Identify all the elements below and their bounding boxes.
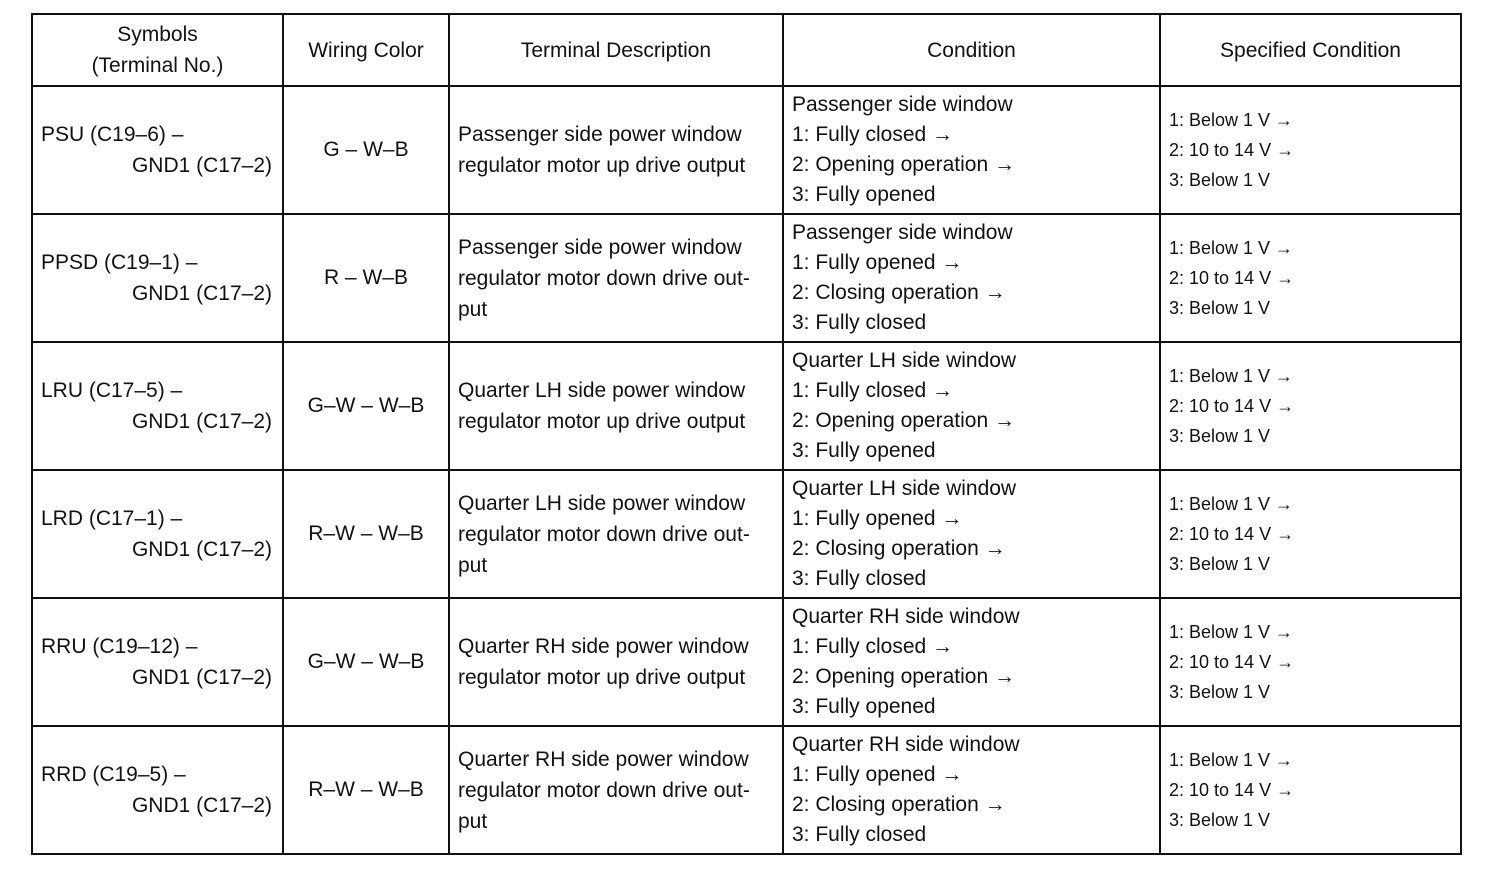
wiring-color-cell: R – W–B	[283, 214, 449, 342]
header-terminal-description: Terminal Description	[449, 14, 783, 86]
specified-value: 3: Below 1 V	[1169, 170, 1271, 190]
specified-value: 1: Below 1 V →	[1169, 110, 1294, 130]
specified-condition-cell	[1160, 214, 1461, 342]
condition-cell	[783, 86, 1160, 214]
specified-value: 3: Below 1 V	[1169, 810, 1271, 830]
header-condition: Condition	[783, 14, 1160, 86]
description-line: regulator motor up drive output	[458, 154, 746, 177]
symbol-cell	[32, 598, 283, 726]
terminal-description-cell	[449, 598, 783, 726]
condition-title: Quarter RH side window	[792, 605, 1020, 628]
condition-step: 2: Closing operation →	[792, 793, 1006, 816]
terminal-description-cell	[449, 342, 783, 470]
condition-title: Passenger side window	[792, 221, 1013, 244]
header-wiring-color: Wiring Color	[283, 14, 449, 86]
condition-step: 2: Closing operation →	[792, 281, 1006, 304]
condition-cell	[783, 214, 1160, 342]
description-line: Passenger side power window	[458, 123, 742, 146]
description-line: regulator motor down drive out-	[458, 266, 750, 290]
condition-cell	[783, 726, 1160, 854]
condition-cell	[783, 342, 1160, 470]
condition-step: 2: Opening operation →	[792, 409, 1015, 432]
description-line: Quarter LH side power window	[458, 491, 746, 515]
symbol-ground: GND1 (C17–2)	[131, 282, 272, 305]
condition-step: 3: Fully opened	[792, 695, 936, 718]
condition-step: 3: Fully opened	[792, 439, 936, 462]
description-line: Quarter LH side power window	[458, 379, 746, 402]
specified-value: 2: 10 to 14 V →	[1169, 396, 1295, 416]
condition-step: 1: Fully closed →	[792, 379, 954, 402]
specified-value: 1: Below 1 V →	[1169, 750, 1294, 770]
specified-value: 3: Below 1 V	[1169, 426, 1271, 446]
description-line: regulator motor up drive output	[458, 666, 746, 689]
condition-step: 1: Fully opened →	[792, 507, 963, 530]
condition-step: 3: Fully closed	[792, 823, 927, 846]
condition-step: 2: Closing operation →	[792, 537, 1006, 560]
table-row	[32, 86, 1461, 214]
symbol-terminal: RRU (C19–12) –	[41, 635, 198, 658]
table-row	[32, 214, 1461, 342]
wiring-color-cell: G – W–B	[283, 86, 449, 214]
specified-value: 2: 10 to 14 V →	[1169, 780, 1295, 800]
condition-step: 3: Fully closed	[792, 567, 927, 590]
terminal-description-cell	[449, 470, 783, 598]
specified-value: 1: Below 1 V →	[1169, 622, 1294, 642]
condition-step: 2: Opening operation →	[792, 665, 1015, 688]
symbol-ground: GND1 (C17–2)	[131, 410, 272, 433]
condition-title: Quarter RH side window	[792, 733, 1020, 756]
symbol-terminal: RRD (C19–5) –	[41, 763, 186, 786]
terminal-spec-table	[31, 13, 1462, 855]
wiring-color-cell: G–W – W–B	[283, 342, 449, 470]
condition-step: 1: Fully closed →	[792, 635, 954, 658]
specified-value: 3: Below 1 V	[1169, 682, 1271, 702]
condition-step: 3: Fully closed	[792, 311, 927, 334]
header-symbols-line2: (Terminal No.)	[91, 54, 224, 77]
symbol-cell	[32, 726, 283, 854]
description-line: regulator motor down drive out-	[458, 522, 750, 546]
table-row	[32, 598, 1461, 726]
specified-value: 1: Below 1 V →	[1169, 366, 1294, 386]
description-line: Quarter RH side power window	[458, 635, 749, 658]
condition-title: Passenger side window	[792, 93, 1013, 116]
description-line: Quarter RH side power window	[458, 747, 749, 771]
symbol-cell	[32, 470, 283, 598]
specified-value: 3: Below 1 V	[1169, 554, 1271, 574]
wiring-color-cell: R–W – W–B	[283, 726, 449, 854]
specified-value: 1: Below 1 V →	[1169, 494, 1294, 514]
header-symbols-line1: Symbols	[117, 23, 198, 46]
symbol-cell	[32, 214, 283, 342]
condition-title: Quarter LH side window	[792, 477, 1017, 500]
symbol-terminal: LRU (C17–5) –	[41, 379, 183, 402]
symbol-terminal: PSU (C19–6) –	[41, 123, 184, 146]
description-line: regulator motor down drive out-	[458, 778, 750, 802]
specified-value: 2: 10 to 14 V →	[1169, 140, 1295, 160]
specified-condition-cell	[1160, 342, 1461, 470]
header-row	[32, 14, 1461, 86]
description-line: regulator motor up drive output	[458, 410, 746, 433]
symbol-ground: GND1 (C17–2)	[131, 794, 272, 817]
specified-value: 3: Below 1 V	[1169, 298, 1271, 318]
specified-condition-cell	[1160, 470, 1461, 598]
table-header	[32, 14, 1461, 86]
symbol-cell	[32, 86, 283, 214]
specified-condition-cell	[1160, 86, 1461, 214]
specified-condition-cell	[1160, 726, 1461, 854]
terminal-description-cell	[449, 86, 783, 214]
specified-value: 2: 10 to 14 V →	[1169, 268, 1295, 288]
table-body	[32, 86, 1461, 854]
wiring-color-cell: R–W – W–B	[283, 470, 449, 598]
condition-step: 3: Fully opened	[792, 183, 936, 206]
description-line: put	[458, 297, 488, 321]
table-row	[32, 470, 1461, 598]
condition-cell	[783, 598, 1160, 726]
symbol-terminal: LRD (C17–1) –	[41, 507, 183, 530]
symbol-ground: GND1 (C17–2)	[131, 538, 272, 561]
wiring-color-cell: G–W – W–B	[283, 598, 449, 726]
terminal-description-cell	[449, 214, 783, 342]
description-line: put	[458, 809, 488, 833]
table-row	[32, 342, 1461, 470]
condition-title: Quarter LH side window	[792, 349, 1017, 372]
specified-value: 2: 10 to 14 V →	[1169, 652, 1295, 672]
condition-step: 1: Fully opened →	[792, 763, 963, 786]
condition-step: 2: Opening operation →	[792, 153, 1015, 176]
condition-step: 1: Fully opened →	[792, 251, 963, 274]
symbol-ground: GND1 (C17–2)	[131, 154, 272, 177]
symbol-ground: GND1 (C17–2)	[131, 666, 272, 689]
header-specified-condition: Specified Condition	[1160, 14, 1461, 86]
header-symbols	[32, 14, 283, 86]
condition-cell	[783, 470, 1160, 598]
table-row	[32, 726, 1461, 854]
condition-step: 1: Fully closed →	[792, 123, 954, 146]
terminal-description-cell	[449, 726, 783, 854]
specified-value: 2: 10 to 14 V →	[1169, 524, 1295, 544]
description-line: put	[458, 553, 488, 577]
specified-condition-cell	[1160, 598, 1461, 726]
specified-value: 1: Below 1 V →	[1169, 238, 1294, 258]
symbol-cell	[32, 342, 283, 470]
symbol-terminal: PPSD (C19–1) –	[41, 251, 198, 274]
description-line: Passenger side power window	[458, 235, 742, 259]
